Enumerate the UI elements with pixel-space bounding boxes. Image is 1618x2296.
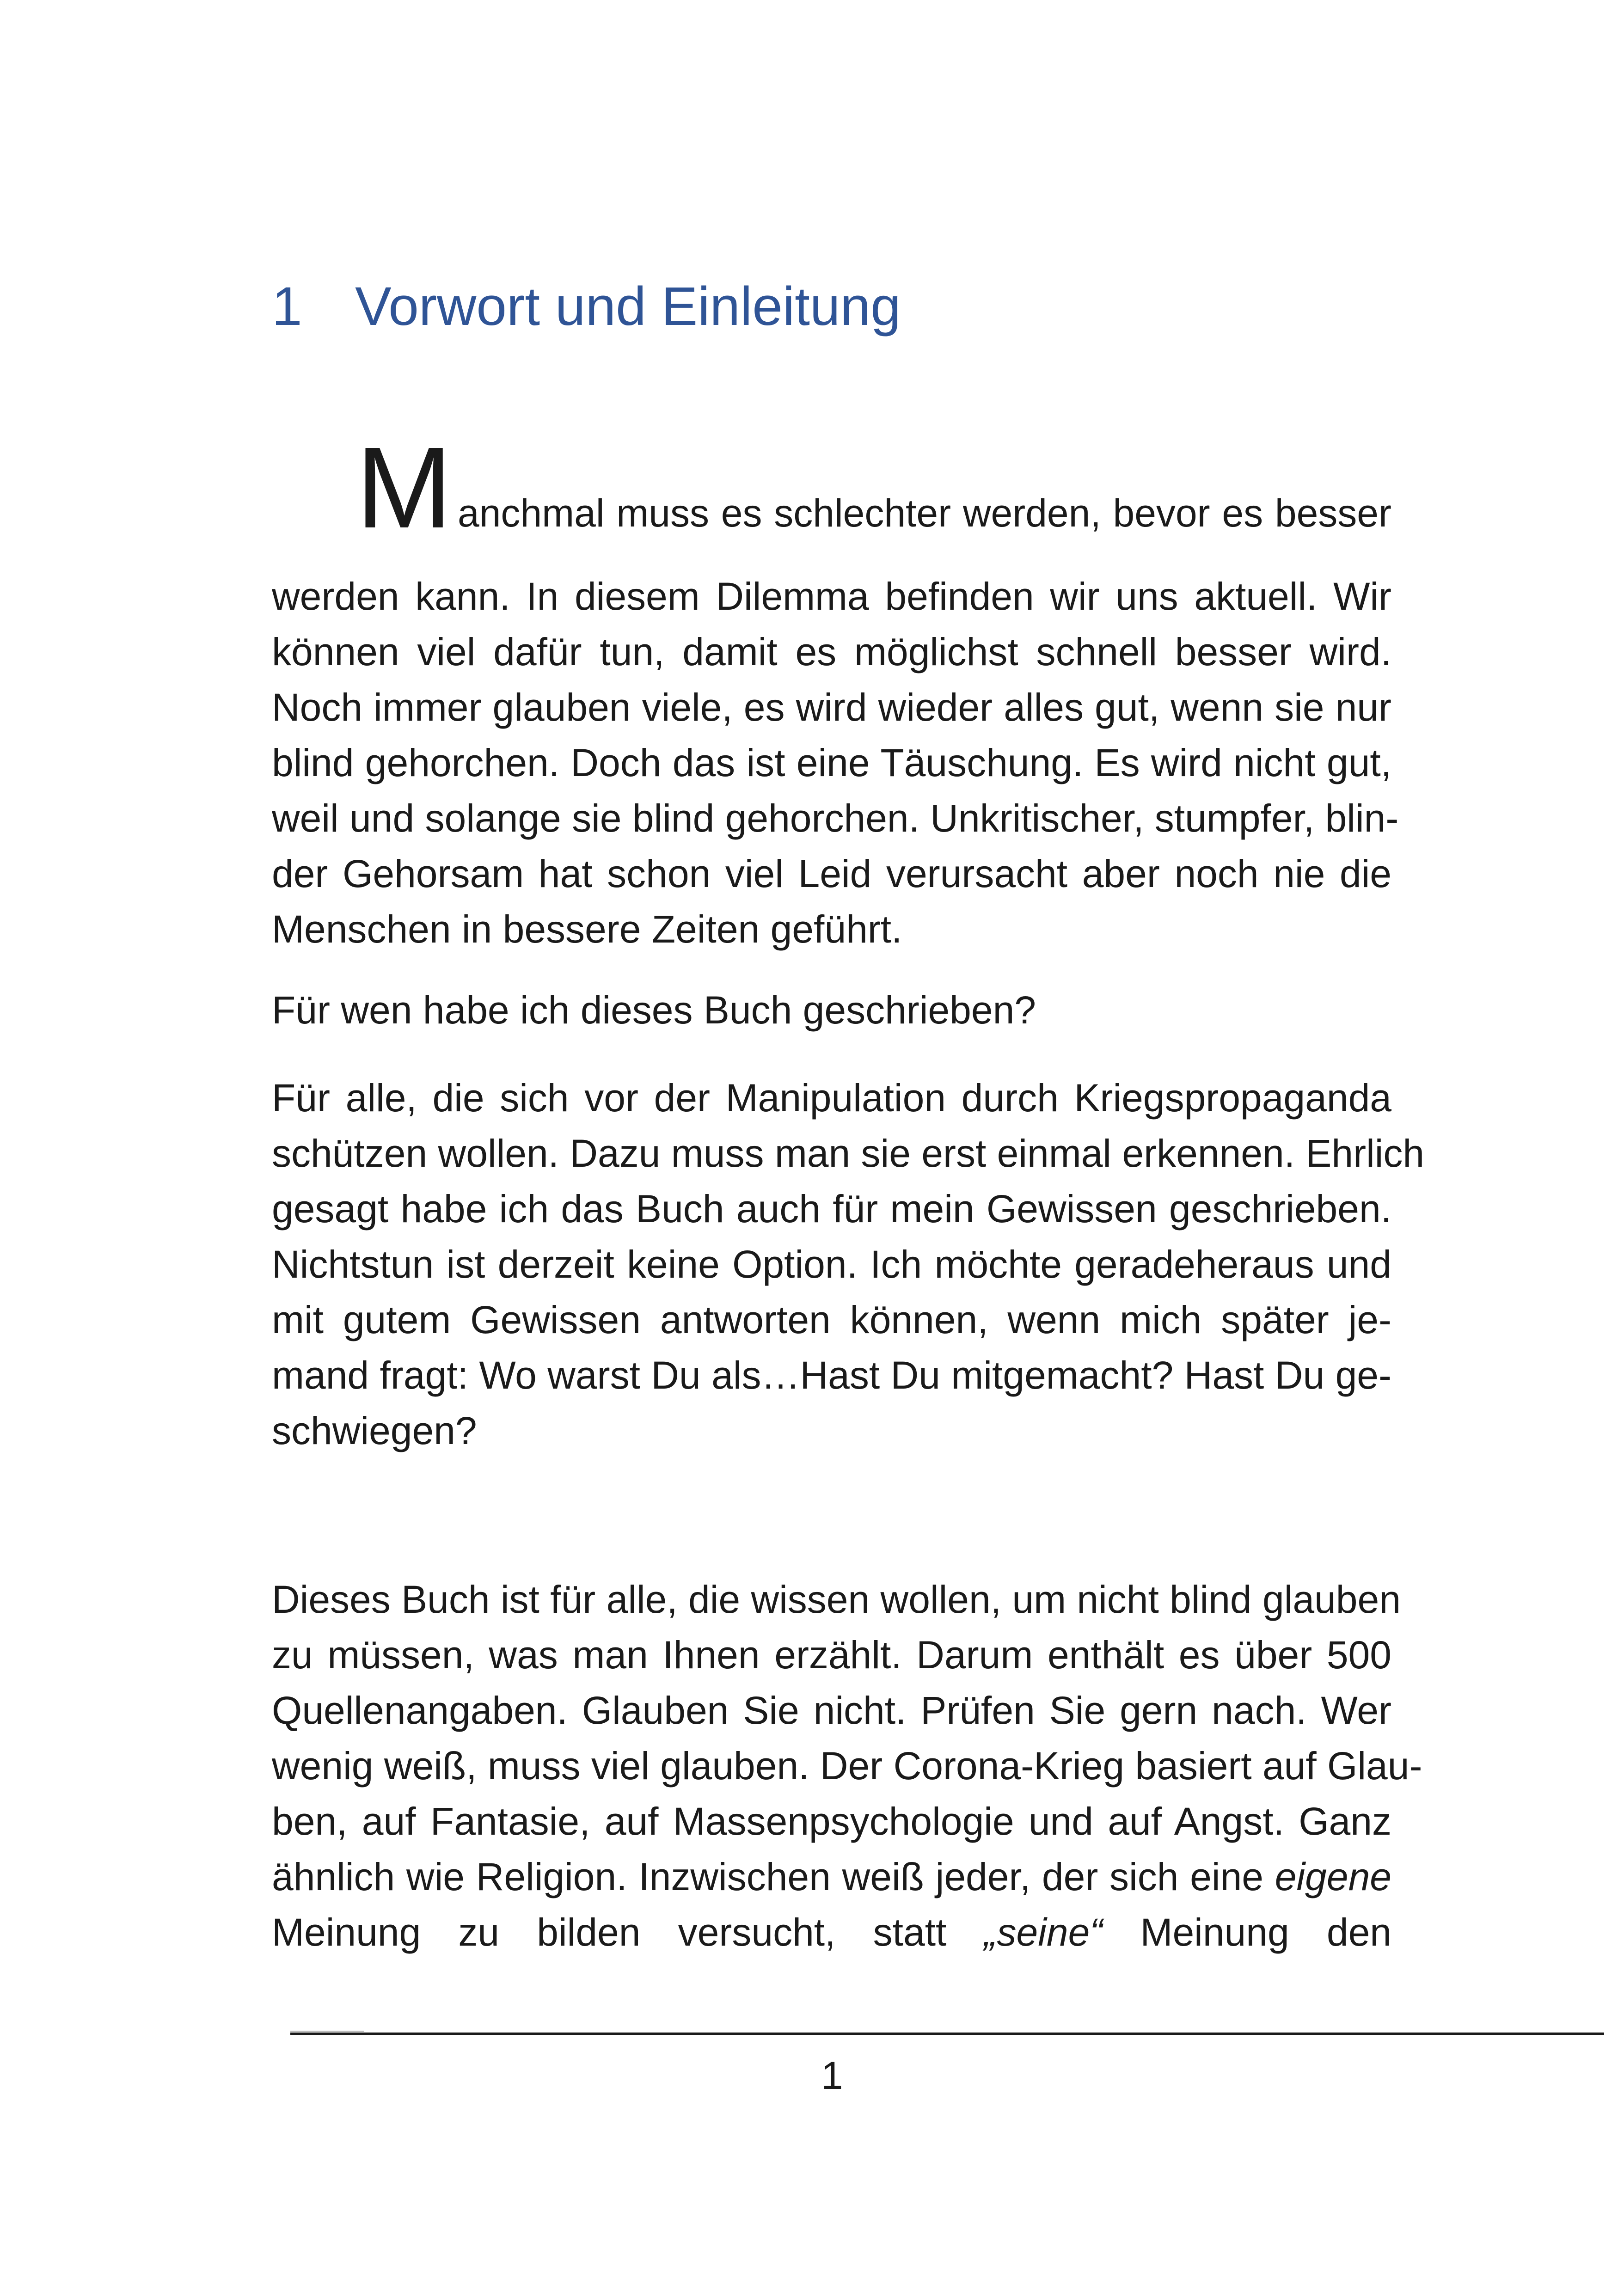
text-line: werden kann. In diesem Dilemma befinden wir uns aktuell. Wir	[272, 575, 1391, 618]
word: Meinung	[272, 1910, 421, 1954]
chapter-heading	[272, 276, 901, 337]
italic-text: „seine“	[984, 1910, 1103, 1954]
text-line: weil und solange sie blind gehorchen. Unkritischer, stumpfer, blin-	[272, 796, 1399, 840]
text-line: Quellenangaben. Glauben Sie nicht. Prüfen Sie gern nach. Wer	[272, 1689, 1391, 1732]
text-line: Für alle, die sich vor der Manipulation durch Kriegspropaganda	[272, 1076, 1391, 1120]
text-line	[272, 1849, 1391, 1904]
text-line: zu müssen, was man Ihnen erzählt. Darum enthält es über 500	[272, 1633, 1391, 1677]
paragraph-3	[272, 1070, 1425, 1458]
opening-line-text: anchmal muss es schlechter werden, bevor es besser	[458, 491, 1391, 535]
footer-rule-shadow	[290, 2031, 364, 2032]
text-line: gesagt habe ich das Buch auch für mein Gewissen geschrieben.	[272, 1187, 1391, 1231]
italic-text: eigene	[1275, 1855, 1391, 1898]
word: Meinung	[1140, 1910, 1289, 1954]
footer-divider	[290, 2033, 1604, 2035]
text-line: mit gutem Gewissen antworten können, wenn mich später je-	[272, 1298, 1391, 1341]
paragraph-2	[272, 982, 1391, 1038]
text-line: der Gehorsam hat schon viel Leid verursacht aber noch nie die	[272, 852, 1391, 895]
word: bilden	[537, 1910, 641, 1954]
text-line: Noch immer glauben viele, es wird wieder alles gut, wenn sie nur	[272, 686, 1391, 729]
word: versucht,	[678, 1910, 836, 1954]
text-line: Nichtstun ist derzeit keine Option. Ich möchte geradeheraus und	[272, 1243, 1391, 1286]
opening-line	[356, 423, 1391, 552]
drop-cap-letter: M	[356, 423, 453, 552]
text-line: Menschen in bessere Zeiten geführt.	[272, 907, 902, 951]
text-run: ähnlich wie Religion. Inzwischen weiß jeder, der sich eine	[272, 1855, 1263, 1898]
paragraph-4	[272, 1572, 1422, 1960]
text-line	[272, 1904, 1391, 1960]
text-line: Für wen habe ich dieses Buch geschrieben?	[272, 988, 1036, 1032]
word: zu	[458, 1910, 500, 1954]
text-line: mand fragt: Wo warst Du als…Hast Du mitgemacht? Hast Du ge-	[272, 1353, 1391, 1397]
text-line: blind gehorchen. Doch das ist eine Täuschung. Es wird nicht gut,	[272, 741, 1391, 784]
paragraph-1	[272, 569, 1399, 957]
text-line: schützen wollen. Dazu muss man sie erst einmal erkennen. Ehrlich	[272, 1132, 1425, 1175]
word: statt	[873, 1910, 947, 1954]
page-number: 1	[821, 2054, 843, 2097]
text-line: schwiegen?	[272, 1409, 477, 1452]
word: den	[1326, 1910, 1392, 1954]
text-line: können viel dafür tun, damit es möglichst schnell besser wird.	[272, 630, 1391, 673]
chapter-title: Vorwort und Einleitung	[355, 276, 901, 337]
chapter-number: 1	[272, 276, 302, 337]
text-line: Dieses Buch ist für alle, die wissen wollen, um nicht blind glauben	[272, 1578, 1401, 1621]
text-line: wenig weiß, muss viel glauben. Der Corona-Krieg basiert auf Glau-	[272, 1744, 1422, 1788]
text-line: ben, auf Fantasie, auf Massenpsychologie und auf Angst. Ganz	[272, 1800, 1391, 1843]
